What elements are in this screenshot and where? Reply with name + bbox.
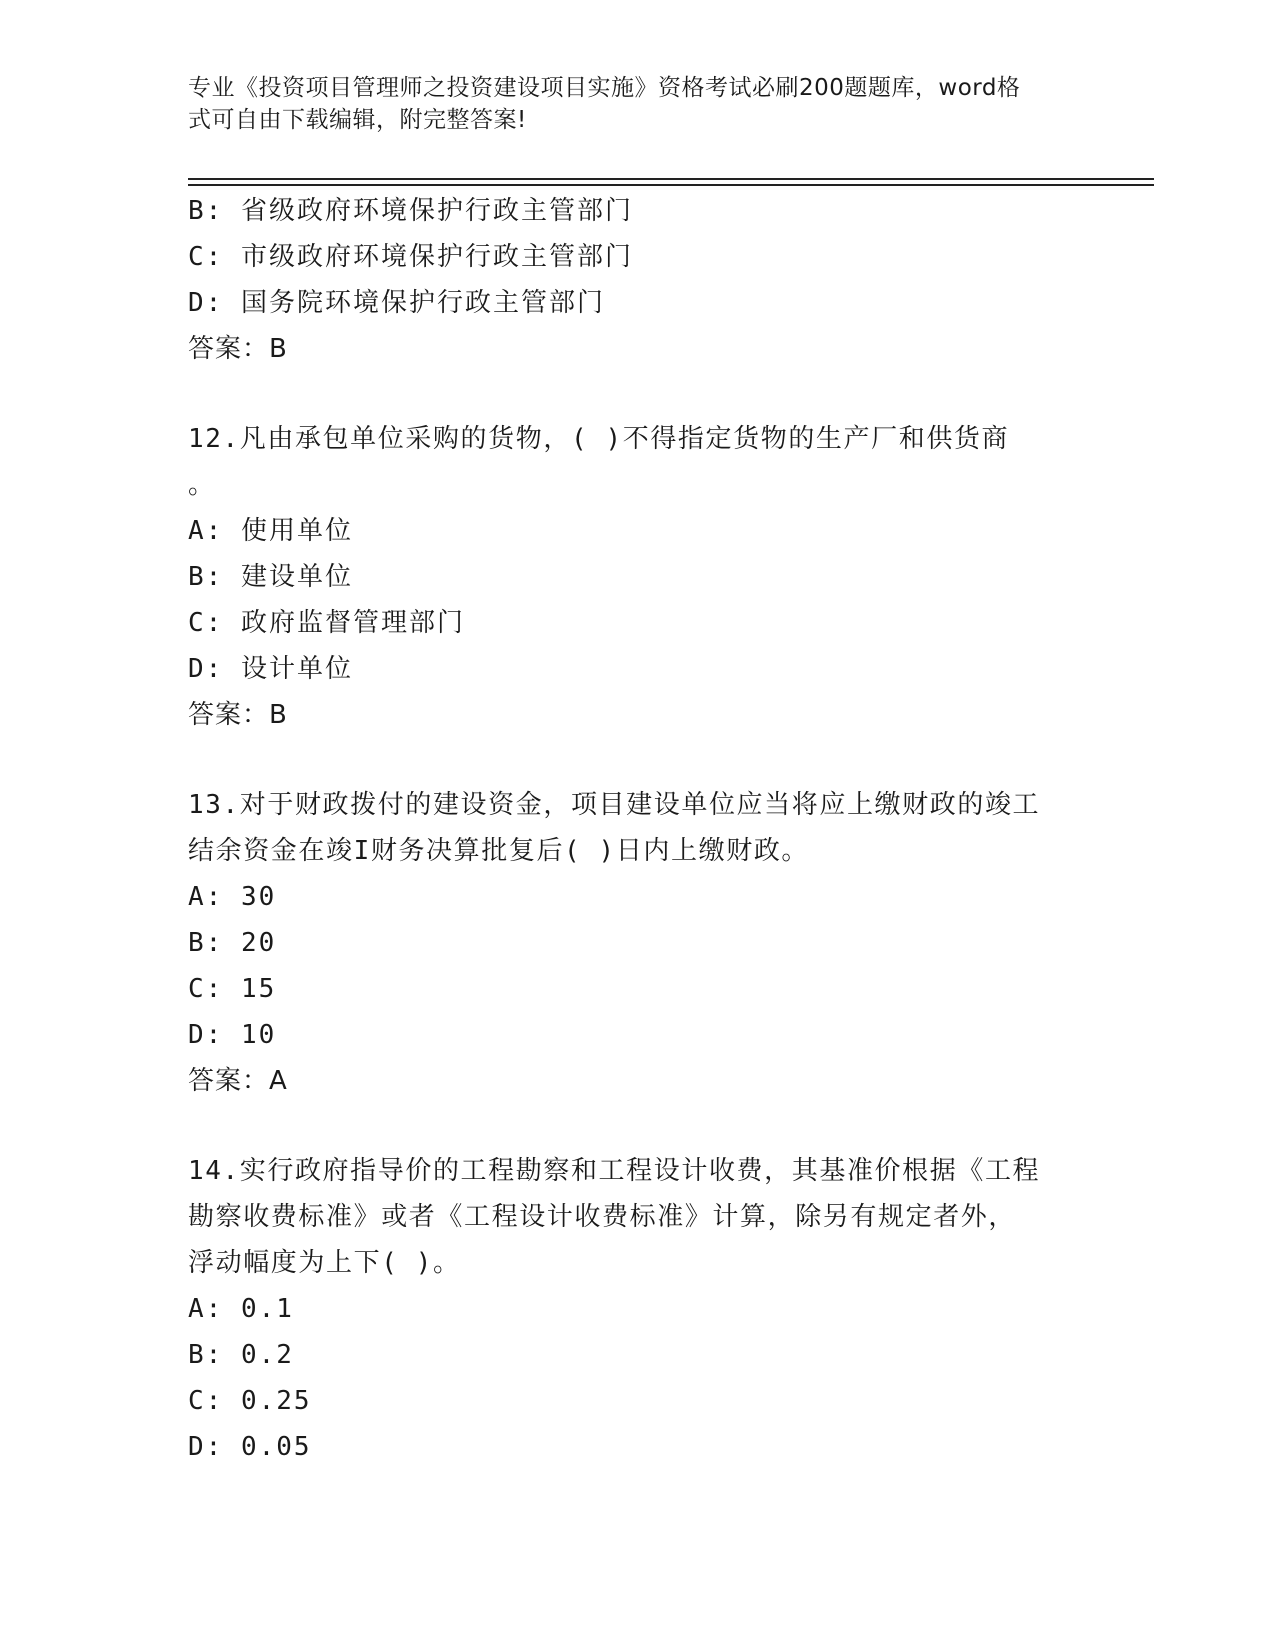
document-header <box>188 72 1068 136</box>
answer-line: 答案：B <box>188 334 288 364</box>
option-c: C: 市级政府环境保护行政主管部门 <box>188 242 633 272</box>
option-a: A: 使用单位 <box>188 516 353 546</box>
option-d: D: 国务院环境保护行政主管部门 <box>188 288 605 318</box>
question-text-line-1: 14.实行政府指导价的工程勘察和工程设计收费，其基准价根据《工程 <box>188 1156 1041 1186</box>
option-b: B: 20 <box>188 928 277 958</box>
question-text-line-3: 浮动幅度为上下( )。 <box>188 1248 461 1278</box>
option-d: D: 0.05 <box>188 1432 312 1462</box>
option-d: D: 10 <box>188 1020 277 1050</box>
option-c: C: 0.25 <box>188 1386 312 1416</box>
option-a: A: 0.1 <box>188 1294 294 1324</box>
spacer <box>188 1104 1088 1148</box>
spacer <box>188 372 1088 416</box>
option-b: B: 0.2 <box>188 1340 294 1370</box>
question-text-line-2: 勘察收费标准》或者《工程设计收费标准》计算，除另有规定者外， <box>188 1202 1017 1232</box>
question-text-line-1: 13.对于财政拨付的建设资金，项目建设单位应当将应上缴财政的竣工 <box>188 790 1041 820</box>
question-12-block <box>188 416 1088 738</box>
header-divider-bottom <box>188 184 1154 186</box>
question-text-line-2: 。 <box>188 470 216 500</box>
question-14-block <box>188 1148 1088 1470</box>
option-d: D: 设计单位 <box>188 654 353 684</box>
header-line-1: 专业《投资项目管理师之投资建设项目实施》资格考试必刷200题题库，word格 <box>188 75 1021 101</box>
option-c: C: 政府监督管理部门 <box>188 608 465 638</box>
question-list <box>188 188 1088 1470</box>
question-11-block <box>188 188 1088 372</box>
spacer <box>188 738 1088 782</box>
answer-line: 答案：A <box>188 1066 288 1096</box>
option-b: B: 建设单位 <box>188 562 353 592</box>
option-b: B: 省级政府环境保护行政主管部门 <box>188 196 633 226</box>
option-c: C: 15 <box>188 974 277 1004</box>
question-text-line-2: 结余资金在竣I财务决算批复后( )日内上缴财政。 <box>188 836 810 866</box>
question-text-line-1: 12.凡由承包单位采购的货物，( )不得指定货物的生产厂和供货商 <box>188 424 1010 454</box>
header-divider-top <box>188 178 1154 180</box>
answer-line: 答案：B <box>188 700 288 730</box>
option-a: A: 30 <box>188 882 277 912</box>
question-13-block <box>188 782 1088 1104</box>
header-line-2: 式可自由下载编辑，附完整答案! <box>188 107 527 133</box>
